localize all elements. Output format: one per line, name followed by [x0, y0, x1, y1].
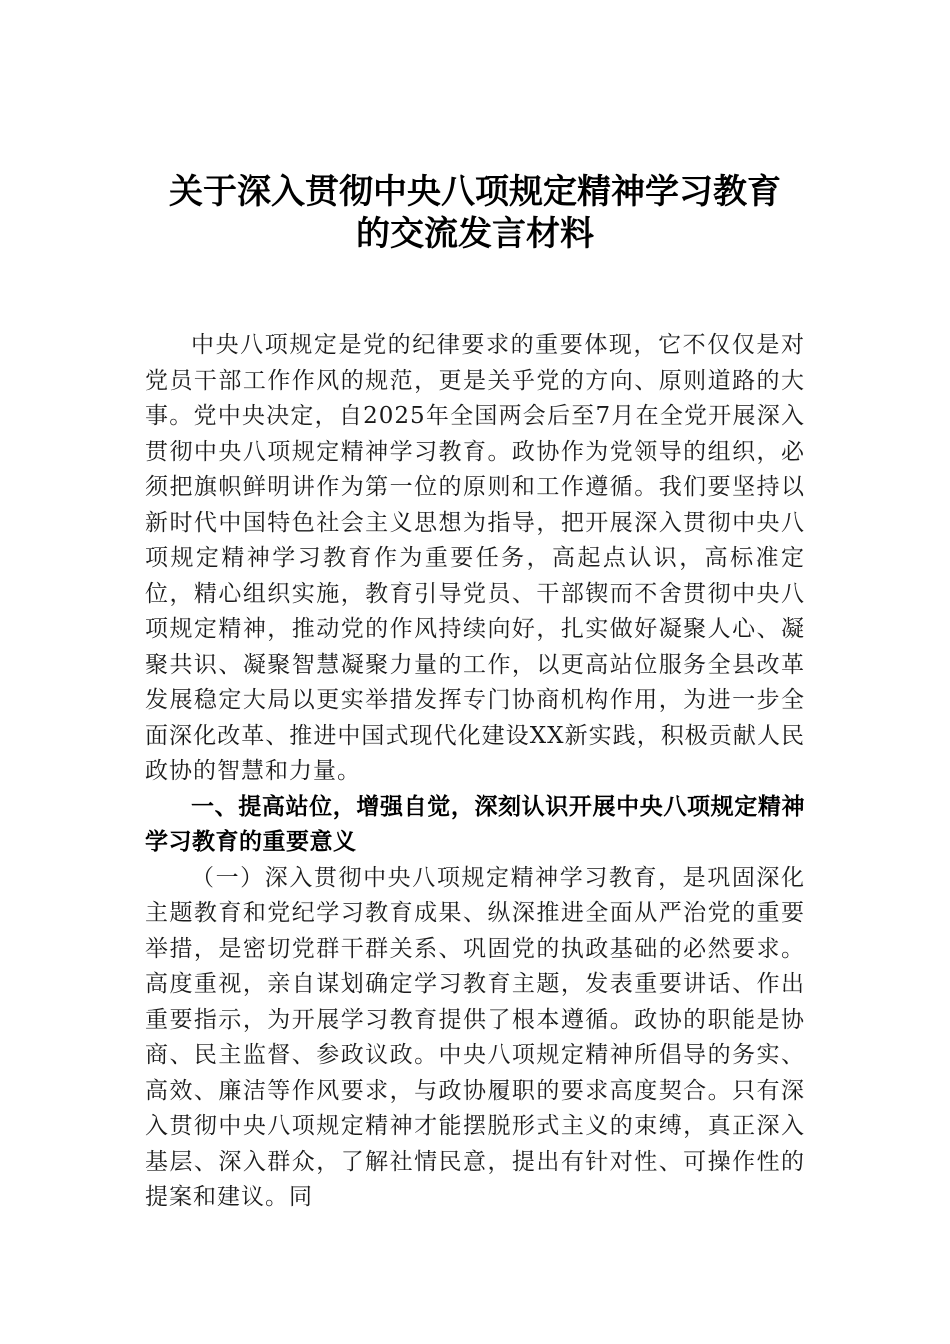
- intro-paragraph: 中央八项规定是党的纪律要求的重要体现，它不仅仅是对党员干部工作作风的规范，更是关乎党的方向、原则道路的大事。党中央决定，自2025年全国两会后至7月在全党开展深入贯彻中央八项规定精神学习教育。政协作为党领导的组织，必须把旗帜鲜明讲作为第一位的原则和工作遵循。我们要坚持以新时代中国特色社会主义思想为指导，把开展深入贯彻中央八项规定精神学习教育作为重要任务，高起点认识，高标准定位，精心组织实施，教育引导党员、干部锲而不舍贯彻中央八项规定精神，推动党的作风持续向好，扎实做好凝聚人心、凝聚共识、凝聚智慧凝聚力量的工作，以更高站位服务全县改革发展稳定大局以更实举措发挥专门协商机构作用，为进一步全面深化改革、推进中国式现代化建设XX新实践，积极贡献人民政协的智慧和力量。: [145, 332, 805, 784]
- document-title-line-1: 关于深入贯彻中央八项规定精神学习教育: [169, 172, 781, 212]
- section-heading-1: 一、提高站位，增强自觉，深刻认识开展中央八项规定精神学习教育的重要意义: [145, 793, 805, 855]
- document-body: [145, 328, 805, 1216]
- document-title-line-2: 的交流发言材料: [356, 214, 594, 254]
- subsection-paragraph-1: （一）深入贯彻中央八项规定精神学习教育，是巩固深化主题教育和党纪学习教育成果、纵深推进全面从严治党的重要举措，是密切党群干群关系、巩固党的执政基础的必然要求。高度重视，亲自谋划确定学习教育主题，发表重要讲话、作出重要指示，为开展学习教育提供了根本遵循。政协的职能是协商、民主监督、参政议政。中央八项规定精神所倡导的务实、高效、廉洁等作风要求，与政协履职的要求高度契合。只有深入贯彻中央八项规定精神才能摆脱形式主义的束缚，真正深入基层、深入群众，了解社情民意，提出有针对性、可操作性的提案和建议。同: [145, 864, 805, 1210]
